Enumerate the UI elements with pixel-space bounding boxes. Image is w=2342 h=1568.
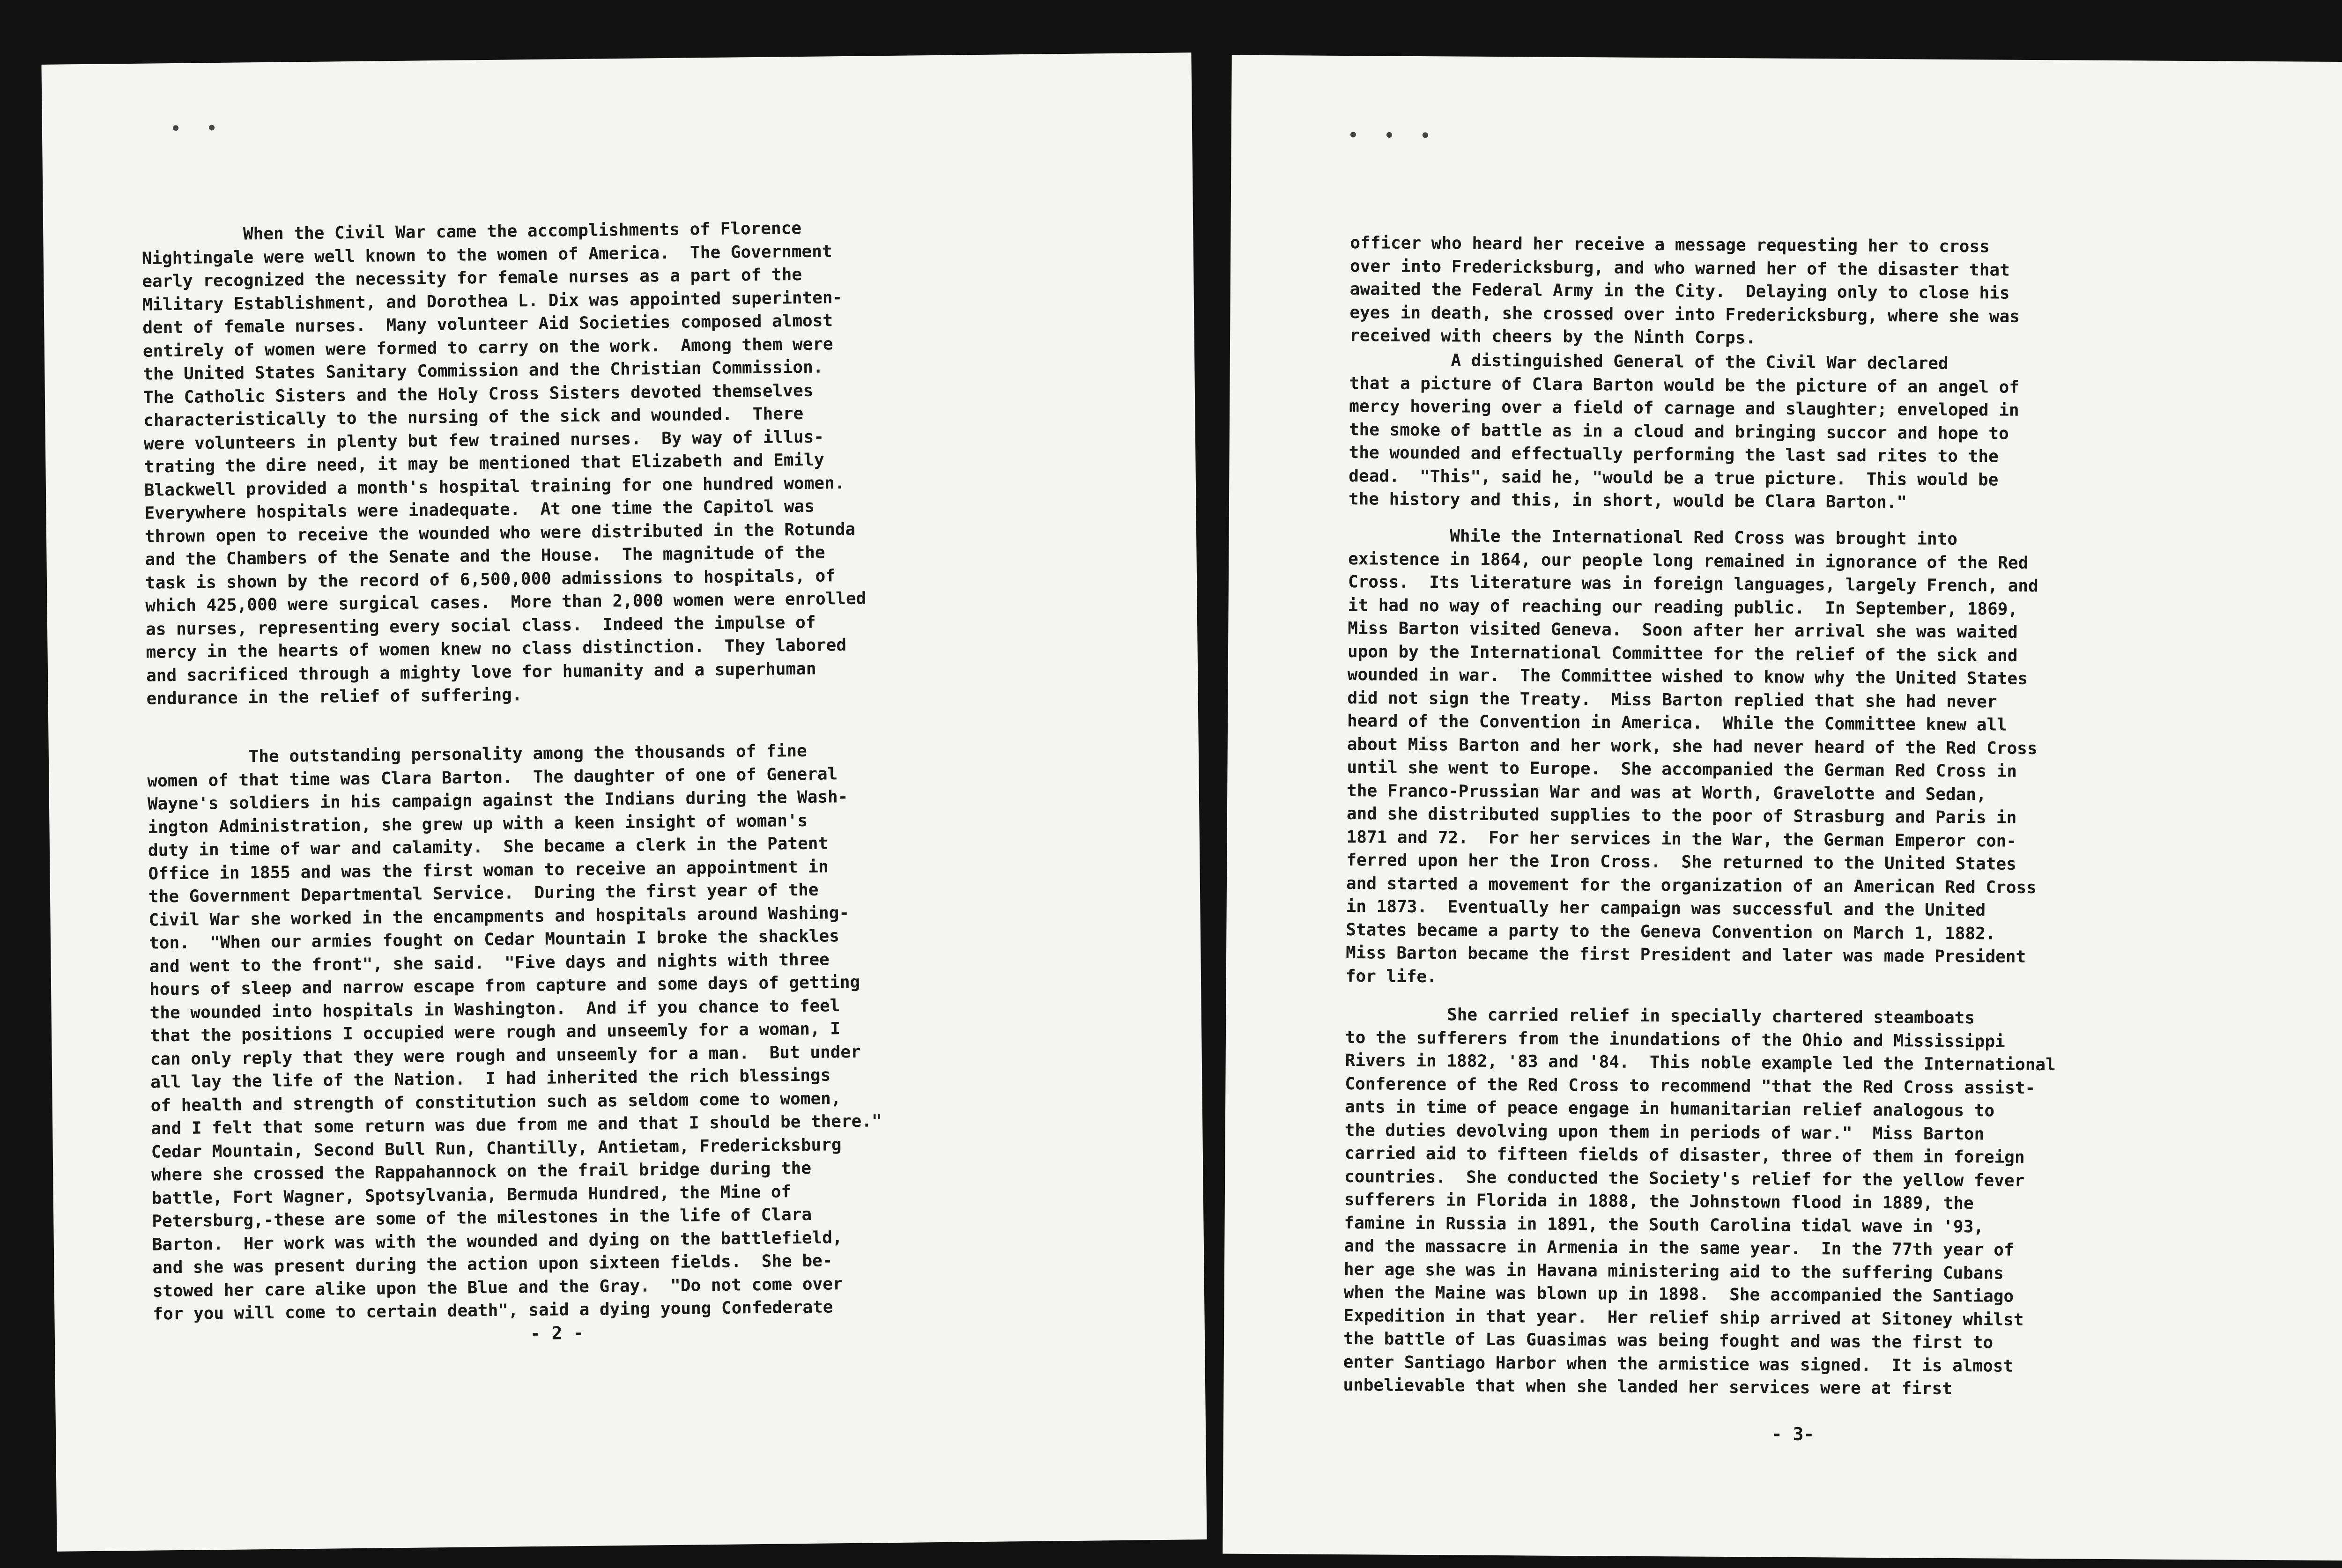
left-page-number: - 2 - [530,1322,584,1344]
left-paragraph-2: The outstanding personality among the thousands of fine women of that time was Clara Barton. The daughter of one of General Wayne's soldiers in his campaign against the Indians during the Wash- ington Administration, she grew up with a keen insight of woman's duty in time of war and calamity. She became a clerk in the Patent Office in 1855 and was the first woman to receive an appointment in the Government Departmental Service. During the first year of the Civil War she worked in the encampments and hospitals around Washing- ton. "When our armies fought on Cedar Mountain I broke the shackles and went to the front", she said. "Five days and nights with three hours of sleep and narrow escape from capture and some days of getting the wounded into hospitals in Washington. And if you chance to feel that the positions I occupied were rough and unseemly for a woman, I can only reply that they were rough and unseemly for a man. But under all lay the life of the Nation. I had inherited the rich blessings of health and strength of constitution such as seldom come to women, and I felt that some return was due from me and that I should be there." Cedar Mountain, Second Bull Run, Chantilly, Antietam, Fredericksburg where she crossed the Rappahannock on the frail bridge during the battle, Fort Wagner, Spotsylvania, Bermuda Hundred, the Mine of Petersburg,-these are some of the milestones in the life of Clara Barton. Her work was with the wounded and dying on the battlefield, and she was present during the action upon sixteen fields. She be- stowed her care alike upon the Blue and the Gray. "Do not come over for you will come to certain death", said a dying young Confederate [147,741,882,1324]
right-paragraph-3: While the International Red Cross was brought into existence in 1864, our people long remained in ignorance of the Red Cross. Its literature was in foreign languages, largely French, and it had no way of reaching our reading public. In September, 1869, Miss Barton visited Geneva. Soon after her arrival she was waited upon by the International Committee for the relief of the sick and wounded in war. The Committee wished to know why the United States did not sign the Treaty. Miss Barton replied that she had never heard of the Convention in America. While the Committee knew all about Miss Barton and her work, she had never heard of the Red Cross until she went to Europe. She accompanied the German Red Cross in the Franco-Prussian War and was at Worth, Gravelotte and Sedan, and she distributed supplies to the poor of Strasburg and Paris in 1871 and 72. For her services in the War, the German Emperor con- ferred upon her the Iron Cross. She returned to the United States and started a movement for the organization of an American Red Cross in 1873. Eventually her campaign was successful and the United States became a party to the Geneva Convention on March 1, 1882. Miss Barton became the first President and later was made President for life. [1345,526,2038,986]
left-corner-marks: • • [170,118,225,139]
left-paragraph-1: When the Civil War came the accomplishments of Florence Nightingale were well known to the women of America. The Government early recognized the necessity for female nurses as a part of the Military Establishment, and Dorothea L. Dix was appointed superinten- dent of female nurses. Many volunteer Aid Societies composed almost entirely of women were formed to carry on the work. Among them were the United States Sanitary Commission and the Christian Commission. The Catholic Sisters and the Holy Cross Sisters devoted themselves characteristically to the nursing of the sick and wounded. There were volunteers in plenty but few trained nurses. By way of illus- trating the dire need, it may be mentioned that Elizabeth and Emily Blackwell provided a month's hospital training for one hundred women. Everywhere hospitals were inadequate. At one time the Capitol was thrown open to receive the wounded who were distributed in the Rotunda and the Chambers of the Senate and the House. The magnitude of the task is shown by the record of 6,500,000 admissions to hospitals, of which 425,000 were surgical cases. More than 2,000 women were enrolled as nurses, representing every social class. Indeed the impulse of mercy in the hearts of women knew no class distinction. They labored and sacrificed through a mighty love for humanity and a superhuman endurance in the relief of suffering. [141,218,867,709]
right-page [1223,55,2342,1561]
right-corner-marks: • • • [1348,126,1439,146]
right-paragraph-1: officer who heard her receive a message requesting her to cross over into Fredericksburg, and who warned her of the disaster that awaited the Federal Army in the City. Delaying only to close his eyes in death, she crossed over into Fredericksburg, where she was received with cheers by the Ninth Corps. [1349,233,2020,348]
right-page-number: - 3- [1771,1423,1815,1445]
right-paragraph-4: She carried relief in specially chartered steamboats to the sufferers from the inundations of the Ohio and Mississippi Rivers in 1882, '83 and '84. This noble example led the International Conference of the Red Cross to recommend "that the Red Cross assist- ants in time of peace engage in humanitarian relief analogous to the duties devolving upon them in periods of war." Miss Barton carried aid to fifteen fields of disaster, three of them in foreign countries. She conducted the Society's relief for the yellow fever sufferers in Florida in 1888, the Johnstown flood in 1889, the famine in Russia in 1891, the South Carolina tidal wave in '93, and the massacre in Armenia in the same year. In the 77th year of her age she was in Havana ministering aid to the suffering Cubans when the Maine was blown up in 1898. She accompanied the Santiago Expedition in that year. Her relief ship arrived at Sitoney whilst the battle of Las Guasimas was being fought and was the first to enter Santiago Harbor when the armistice was signed. It is almost unbelievable that when she landed her services were at first [1343,1005,2056,1398]
left-page [41,52,1207,1552]
right-paragraph-2: A distinguished General of the Civil War declared that a picture of Clara Barton would be the picture of an angel of mercy hovering over a field of carnage and slaughter; enveloped in the smoke of battle as in a cloud and bringing succor and hope to the wounded and effectually performing the last sad rites to the dead. "This", said he, "would be a true picture. This would be the history and this, in short, would be Clara Barton." [1348,350,2020,512]
